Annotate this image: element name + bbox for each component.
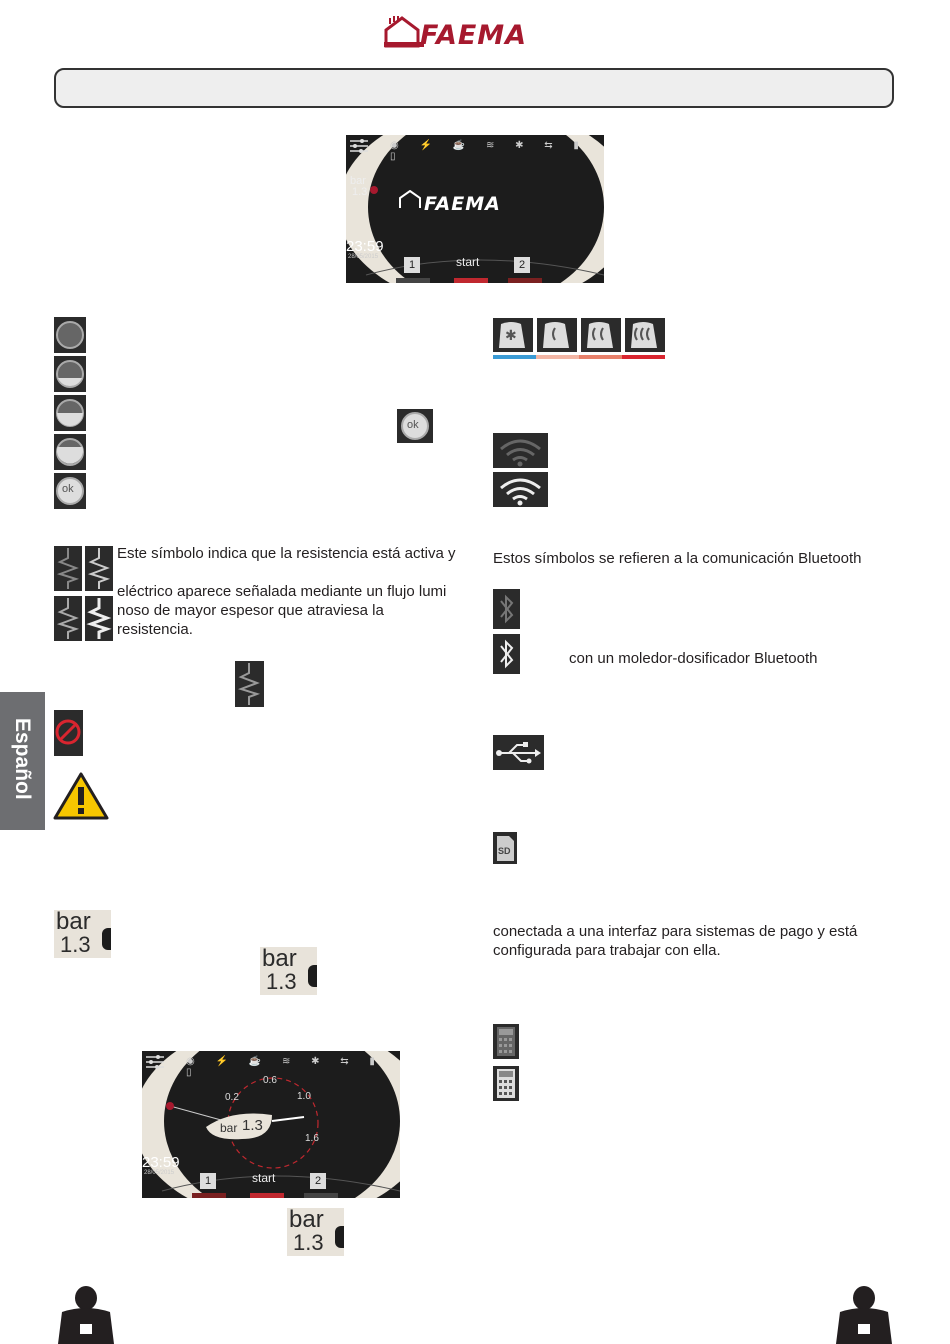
resistance-off-icon — [54, 546, 82, 591]
ok-label: ok — [407, 419, 419, 431]
pressure-bar-icon — [260, 947, 317, 995]
barista-icon — [832, 1286, 898, 1344]
sd-label: SD — [498, 846, 511, 856]
cup-1-button[interactable]: 1 — [200, 1173, 216, 1189]
start-label[interactable]: start — [456, 255, 480, 269]
bar-word: bar — [56, 910, 91, 935]
pressure-bar-icon — [287, 1208, 344, 1256]
ok-label: ok — [62, 483, 74, 495]
warning-icon — [53, 771, 109, 821]
barista-icon — [54, 1286, 120, 1344]
status-icons-row: ◉ ⚡ ☕ ≋ ✱ ⇆ ▮ ▯ — [390, 140, 588, 162]
usb-icon — [493, 735, 544, 770]
bluetooth-grinder-text: con un moledor-dosificador Bluetooth — [569, 650, 818, 667]
bluetooth-on-icon — [493, 634, 520, 674]
brand-logo — [384, 16, 566, 50]
level-empty-icon — [54, 317, 86, 353]
gauge-label-16: 1.6 — [305, 1133, 319, 1144]
language-tab — [0, 692, 45, 830]
logo-roof-icon — [398, 190, 422, 210]
ok-button-icon — [397, 409, 433, 443]
level-high-icon — [54, 434, 86, 470]
gauge-label-10: 1.0 — [297, 1091, 311, 1102]
clock-date: 28/05/2015 — [144, 1170, 175, 1176]
payment-calculator-off-icon — [493, 1024, 519, 1059]
screen-brand-text: FAEMA — [424, 193, 501, 215]
temp-low-icon — [537, 318, 577, 352]
bar-value: 1.3 — [60, 932, 91, 957]
cup-2-button[interactable]: 2 — [514, 257, 530, 273]
display-screen-pressure — [142, 1051, 400, 1198]
resistance-text — [117, 544, 462, 639]
gauge-label-06: 0.6 — [263, 1075, 277, 1086]
pressure-bar-value: 1.3 — [352, 186, 368, 198]
payment-text-line-2: configurada para trabajar con ella. — [493, 942, 721, 959]
start-label[interactable]: start — [252, 1171, 276, 1185]
level-quarter-icon — [54, 356, 86, 392]
bar-word: bar — [262, 947, 297, 972]
bar-word: bar — [289, 1208, 324, 1233]
resistance-off-icon — [54, 596, 82, 641]
sd-card-icon — [493, 832, 517, 864]
clock-date: 28/05/2015 — [348, 254, 379, 260]
temp-mid-icon — [581, 318, 621, 352]
settings-sliders-icon — [146, 1055, 164, 1069]
status-icons-row: ◉ ⚡ ☕ ≋ ✱ ⇆ ▮ ▯ — [186, 1056, 384, 1078]
payment-calculator-on-icon — [493, 1066, 519, 1101]
temp-cold-icon — [493, 318, 533, 352]
no-water-icon — [54, 710, 83, 756]
section-title-bar — [54, 68, 894, 108]
gauge-bar-word: bar — [220, 1121, 238, 1135]
level-ok-icon — [54, 473, 86, 509]
gauge-label-02: 0.2 — [225, 1092, 239, 1103]
clock-time: 23:59 — [142, 1154, 180, 1171]
bar-value: 1.3 — [293, 1230, 324, 1255]
level-half-icon — [54, 395, 86, 431]
display-screen-home — [346, 135, 604, 283]
resistance-active-icon — [85, 596, 113, 641]
language-label: Español — [11, 718, 34, 800]
logo-roof-icon — [384, 16, 424, 48]
cup-2-button[interactable]: 2 — [310, 1173, 326, 1189]
payment-text-line-1: conectada a una interfaz para sistemas de pago y está — [493, 923, 858, 940]
resistance-text-line-3: noso de mayor espesor que atraviesa la resistencia. — [117, 602, 384, 638]
wifi-strong-icon — [493, 472, 548, 507]
pressure-bar-word: bar — [350, 175, 366, 187]
temp-hot-icon — [625, 318, 665, 352]
temperature-icons-group — [493, 318, 665, 360]
clock-time: 23:59 — [346, 238, 384, 255]
logo-text: FAEMA — [420, 20, 528, 51]
resistance-text-line-2: eléctrico aparece señalada mediante un flujo lumi — [117, 583, 447, 600]
resistance-inline-icon — [235, 661, 264, 707]
bluetooth-text: Estos símbolos se refieren a la comunicación Bluetooth — [493, 550, 862, 567]
settings-sliders-icon — [350, 139, 368, 153]
pressure-bar-icon — [54, 910, 111, 958]
cup-1-button[interactable]: 1 — [404, 257, 420, 273]
bar-value: 1.3 — [266, 969, 297, 994]
resistance-text-line-1: Este símbolo indica que la resistencia está activa y — [117, 545, 456, 562]
svg-text:✱: ✱ — [505, 328, 517, 344]
resistance-on-icon — [85, 546, 113, 591]
bluetooth-off-icon — [493, 589, 520, 629]
gauge-bar-value: 1.3 — [242, 1117, 263, 1134]
payment-text — [493, 922, 895, 960]
wifi-weak-icon — [493, 433, 548, 468]
